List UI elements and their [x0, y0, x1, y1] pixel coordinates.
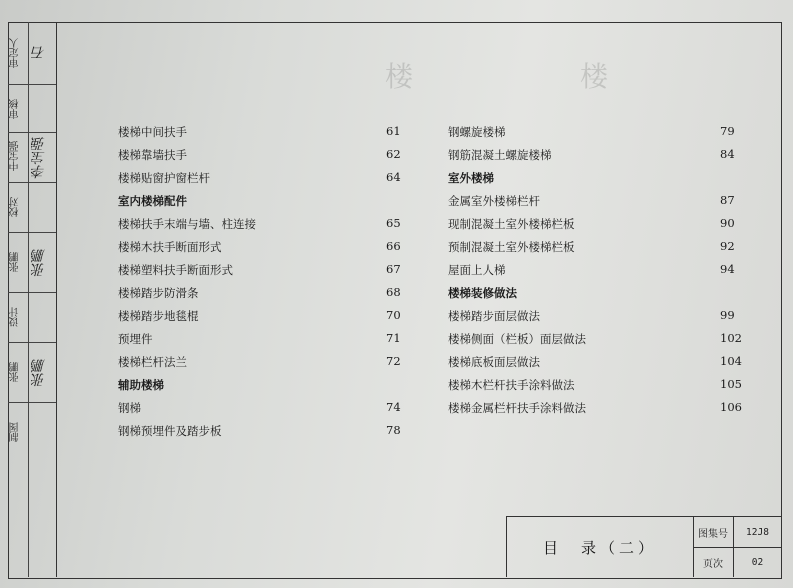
toc-section-heading	[118, 189, 408, 212]
toc-entry-title: 现制混凝土室外楼梯栏板	[448, 217, 575, 231]
title-block	[506, 516, 781, 577]
toc-entry-title: 金属室外楼梯栏杆	[448, 194, 540, 208]
toc-entry	[448, 373, 742, 396]
review-label: 审核	[10, 99, 21, 119]
approver-label: 审定人	[10, 38, 21, 68]
stamp-designer-sign	[8, 232, 56, 293]
toc-entry-title: 楼梯踏步地毯棍	[118, 309, 199, 323]
toc-entry-title: 钢螺旋楼梯	[448, 125, 506, 139]
toc-entry-page: 65	[386, 216, 401, 230]
toc-entry-page: 72	[386, 354, 401, 368]
stamp-checker	[8, 132, 56, 183]
page-number-cell	[693, 547, 781, 577]
toc-entry-page: 105	[720, 377, 742, 391]
stamp-proofread	[8, 182, 56, 233]
toc-section-heading	[448, 166, 738, 189]
toc-entry-page: 66	[386, 239, 401, 253]
stamp-review	[8, 84, 56, 133]
sheet-title: 目 录（二）	[507, 517, 694, 577]
proofread-label: 校对	[10, 197, 21, 217]
toc-entry-page: 84	[720, 147, 735, 161]
drafting-label: 制图	[10, 422, 21, 442]
drafter-signature: 张鹏	[31, 359, 47, 387]
bleed-through-text-2: 楼	[580, 60, 609, 93]
toc-entry-title: 楼梯侧面（栏板）面层做法	[448, 332, 586, 346]
atlas-number-value: 12J8	[746, 526, 769, 538]
stamp-design	[8, 292, 56, 343]
toc-entry-title: 楼梯木栏杆扶手涂料做法	[448, 378, 575, 392]
toc-entry	[118, 120, 408, 143]
toc-entry-page: 62	[386, 147, 401, 161]
toc-entry-title: 楼梯栏杆法兰	[118, 355, 187, 369]
toc-entry	[448, 212, 738, 235]
toc-entry-title: 楼梯踏步防滑条	[118, 286, 199, 300]
toc-entry-title: 钢筋混凝土螺旋楼梯	[448, 148, 552, 162]
signature-column	[8, 22, 57, 577]
toc-entry-title: 室内楼梯配件	[118, 194, 187, 208]
toc-entry-page: 78	[386, 423, 401, 437]
toc-entry-title: 楼梯木扶手断面形式	[118, 240, 222, 254]
page-number-label: 页次	[693, 547, 734, 577]
toc-section-heading	[448, 281, 738, 304]
toc-entry-page: 74	[386, 400, 401, 414]
toc-entry-page: 71	[386, 331, 401, 345]
toc-entry	[118, 166, 408, 189]
toc-entry-page: 61	[386, 124, 401, 138]
toc-entry-page: 87	[720, 193, 735, 207]
toc-left-column	[118, 120, 408, 442]
toc-section-heading	[118, 373, 408, 396]
toc-entry-title: 屋面上人梯	[448, 263, 506, 277]
toc-entry	[118, 419, 408, 442]
toc-entry-title: 楼梯中间扶手	[118, 125, 187, 139]
toc-entry	[118, 281, 408, 304]
stamp-drafter-sign	[8, 342, 56, 403]
toc-entry	[118, 327, 408, 350]
toc-entry-title: 楼梯装修做法	[448, 286, 517, 300]
checker-title: 中宝强	[10, 141, 21, 171]
toc-entry-title: 楼梯金属栏杆扶手涂料做法	[448, 401, 586, 415]
toc-entry-title: 楼梯贴窗护窗栏杆	[118, 171, 210, 185]
page-number-value: 02	[751, 556, 764, 568]
toc-entry-page: 94	[720, 262, 735, 276]
toc-entry-title: 楼梯扶手末端与墙、柱连接	[118, 217, 256, 231]
designer-title: 张鹏	[10, 252, 21, 272]
toc-entry-title: 楼梯靠墙扶手	[118, 148, 187, 162]
toc-entry-page: 99	[720, 308, 735, 322]
design-label: 设计	[10, 307, 21, 327]
bleed-through-text: 楼	[385, 60, 414, 93]
drafter-title: 张鹏	[10, 362, 21, 382]
toc-entry	[118, 143, 408, 166]
toc-entry-page: 70	[386, 308, 401, 322]
toc-entry	[448, 235, 738, 258]
toc-entry	[448, 396, 742, 419]
toc-entry-page: 68	[386, 285, 401, 299]
toc-entry-title: 钢梯预埋件及踏步板	[118, 424, 222, 438]
toc-entry-title: 楼梯塑料扶手断面形式	[118, 263, 233, 277]
toc-entry-page: 102	[720, 331, 742, 345]
toc-entry	[118, 258, 408, 281]
toc-entry	[448, 327, 742, 350]
atlas-number-label: 图集号	[693, 517, 734, 547]
approver-signature: 石	[31, 46, 47, 60]
toc-entry-title: 楼梯底板面层做法	[448, 355, 540, 369]
stamp-approver	[8, 22, 56, 85]
toc-entry-page: 79	[720, 124, 735, 138]
toc-entry-title: 辅助楼梯	[118, 378, 164, 392]
stamp-drafting	[8, 402, 56, 462]
atlas-number-cell	[693, 517, 781, 548]
toc-entry-page: 90	[720, 216, 735, 230]
designer-signature: 张鹏	[31, 249, 47, 277]
toc-entry-title: 楼梯踏步面层做法	[448, 309, 540, 323]
toc-entry	[448, 143, 738, 166]
toc-entry	[118, 212, 408, 235]
toc-entry	[448, 258, 738, 281]
toc-entry	[448, 189, 738, 212]
toc-entry	[448, 350, 742, 373]
toc-entry-page: 104	[720, 354, 742, 368]
toc-entry	[118, 304, 408, 327]
toc-entry-title: 钢梯	[118, 401, 141, 415]
toc-entry-page: 92	[720, 239, 735, 253]
toc-entry-title: 预埋件	[118, 332, 153, 346]
toc-entry-title: 预制混凝土室外楼梯栏板	[448, 240, 575, 254]
toc-entry	[448, 120, 738, 143]
toc-entry	[118, 235, 408, 258]
toc-entry-title: 室外楼梯	[448, 171, 494, 185]
checker-signature: 李宝强	[31, 137, 47, 179]
toc-right-column	[448, 120, 742, 419]
toc-entry	[118, 396, 408, 419]
toc-entry	[118, 350, 408, 373]
toc-entry-page: 64	[386, 170, 401, 184]
toc-entry-page: 67	[386, 262, 401, 276]
toc-entry-page: 106	[720, 400, 742, 414]
toc-entry	[448, 304, 738, 327]
